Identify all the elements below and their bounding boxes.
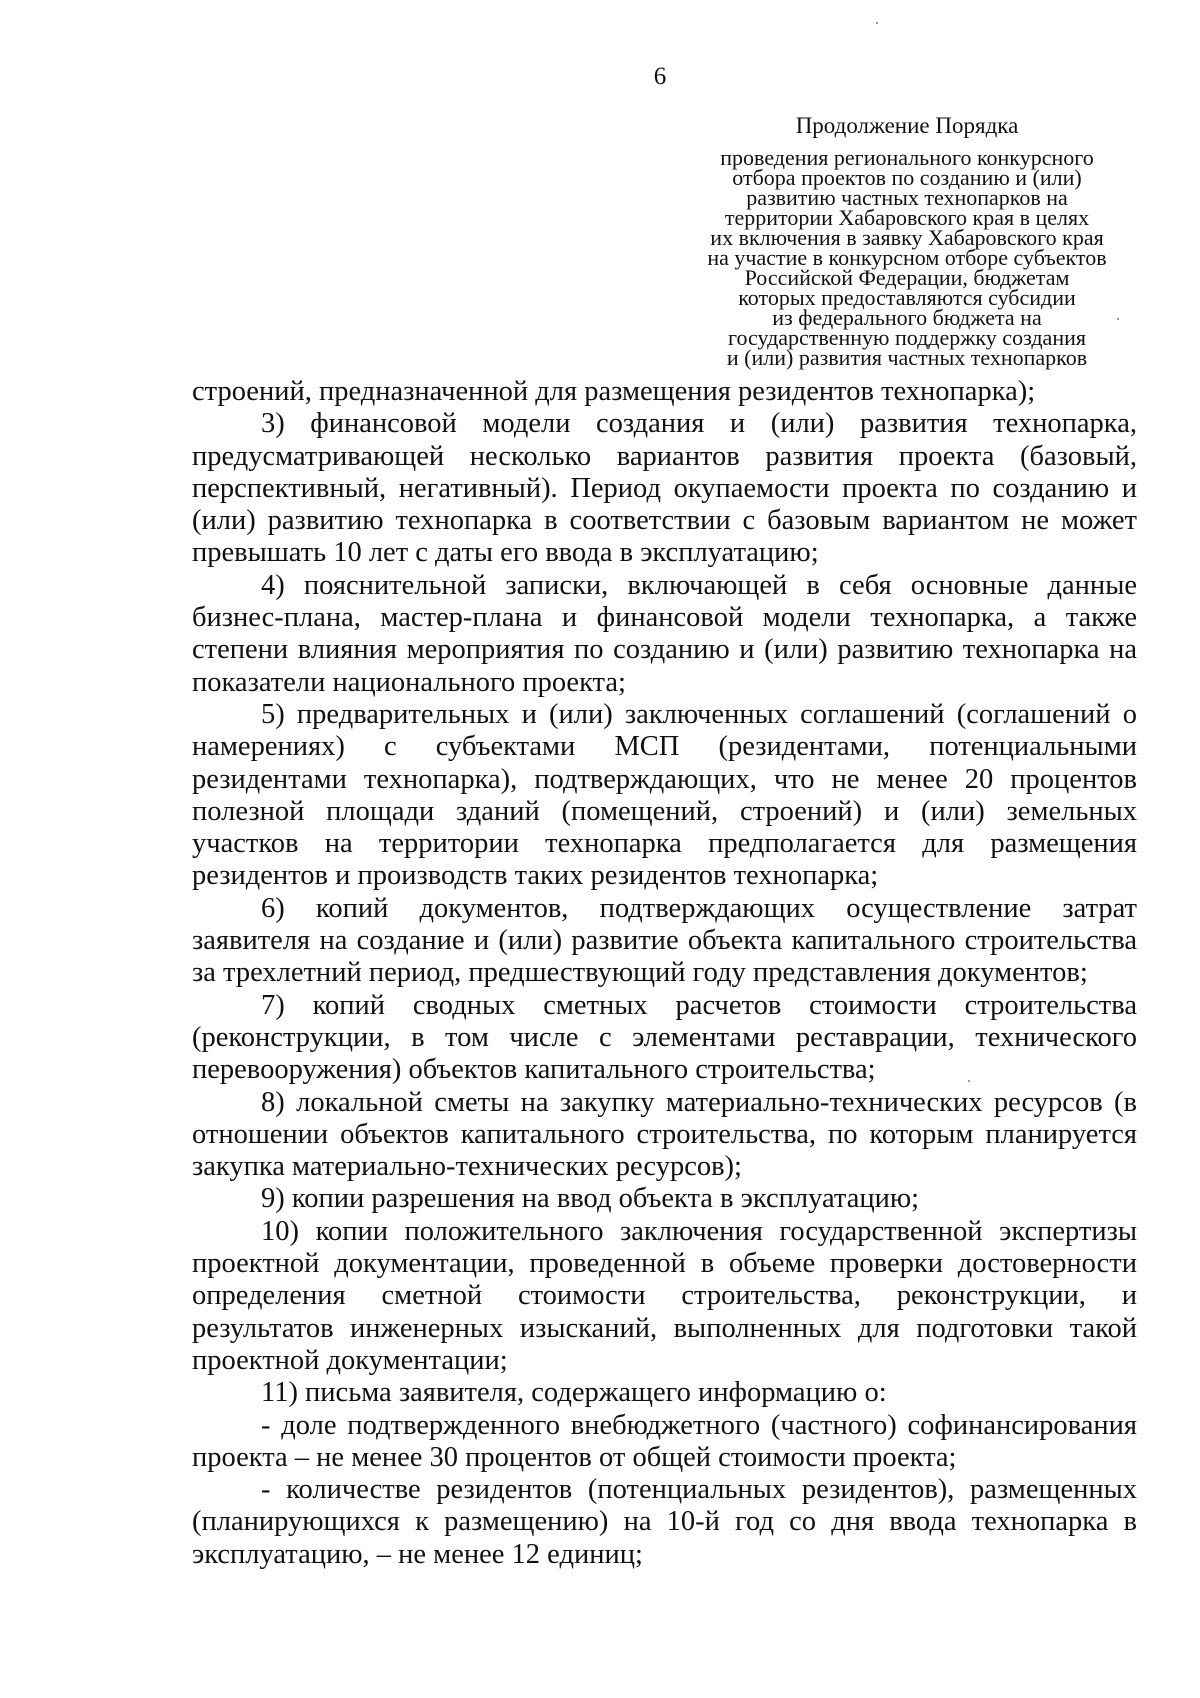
scan-speck <box>1117 318 1119 320</box>
list-item-9: 9) копии разрешения на ввод объекта в эксплуатацию; <box>261 1183 920 1215</box>
header-line: отбора проектов по созданию и (или) <box>732 165 1082 190</box>
scan-speck <box>968 1080 970 1082</box>
header-line: из федерального бюджета на <box>772 305 1042 330</box>
header-line: государственную поддержку создания <box>727 325 1086 350</box>
list-item-10: 10) копии положительного заключения государственной экспертизы проектной документации, проведенной в объеме проверки достоверности определения сметной стоимости строительства, реконструкции, и результатов инженерных изысканий, выполненных для подготовки такой проектной документации; <box>192 1215 1137 1376</box>
list-item-3: 3) финансовой модели создания и (или) развития технопарка, предусматривающей несколько вариантов развития проекта (базовый, перспективный, негативный). Период окупаемости проекта по созданию и (или) развитию технопарка в соответствии с базовым вариантом не может превышать 10 лет с даты его ввода в эксплуатацию; <box>192 408 1137 569</box>
paragraph-continuation: строений, предназначенной для размещения резидентов технопарка); <box>192 376 1036 407</box>
list-item-6: 6) копий документов, подтверждающих осуществление затрат заявителя на создание и (или) развитие объекта капитального строительства за трехлетний период, предшествующий году представления документов; <box>192 892 1137 989</box>
list-item-5: 5) предварительных и (или) заключенных соглашений (соглашений о намерениях) с субъектами МСП (резидентами, потенциальными резидентами технопарка), подтверждающих, что не менее 20 процентов полезной площади зданий (помещений, строений) и (или) земельных участков на территории технопарка предполагается для размещения резидентов и производств таких резидентов технопарка; <box>192 698 1137 892</box>
list-item-4: 4) пояснительной записки, включающей в себя основные данные бизнес-плана, мастер-плана и финансовой модели технопарка, а также степени влияния мероприятия по созданию и (или) развитию технопарка на показатели национального проекта; <box>192 569 1137 698</box>
header-line: проведения регионального конкурсного <box>720 145 1094 170</box>
scan-speck <box>876 22 878 24</box>
sub-item-residents: - количестве резидентов (потенциальных резидентов), размещенных (планирующихся к размещению) на 10-й год со дня ввода технопарка в эксплуатацию, – не менее 12 единиц; <box>192 1474 1137 1570</box>
header-line: на участие в конкурсном отборе субъектов <box>707 245 1107 270</box>
list-item-11: 11) письма заявителя, содержащего информацию о: <box>261 1377 887 1409</box>
header-line: их включения в заявку Хабаровского края <box>710 225 1104 250</box>
page-number: 6 <box>653 63 667 90</box>
document-body <box>192 376 1137 1571</box>
list-item-8: 8) локальной сметы на закупку материально-технических ресурсов (в отношении объектов капитального строительства, по которым планируется закупка материально-технических ресурсов); <box>192 1086 1137 1183</box>
header-title: Продолжение Порядка <box>795 113 1019 138</box>
list-item-7: 7) копий сводных сметных расчетов стоимости строительства (реконструкции, в том числе с элементами реставрации, технического перевооружения) объектов капитального строительства; <box>192 989 1137 1086</box>
header-line: и (или) развития частных технопарков <box>726 345 1088 370</box>
header-line: Российской Федерации, бюджетам <box>744 265 1070 290</box>
header-line: которых предоставляются субсидии <box>738 285 1076 310</box>
sub-item-cofinancing: - доле подтвержденного внебюджетного (частного) софинансирования проекта – не менее 30 процентов от общей стоимости проекта; <box>192 1409 1137 1473</box>
document-header <box>682 112 1132 368</box>
header-line: развитию частных технопарков на <box>746 185 1068 210</box>
header-line: территории Хабаровского края в целях <box>724 205 1090 230</box>
